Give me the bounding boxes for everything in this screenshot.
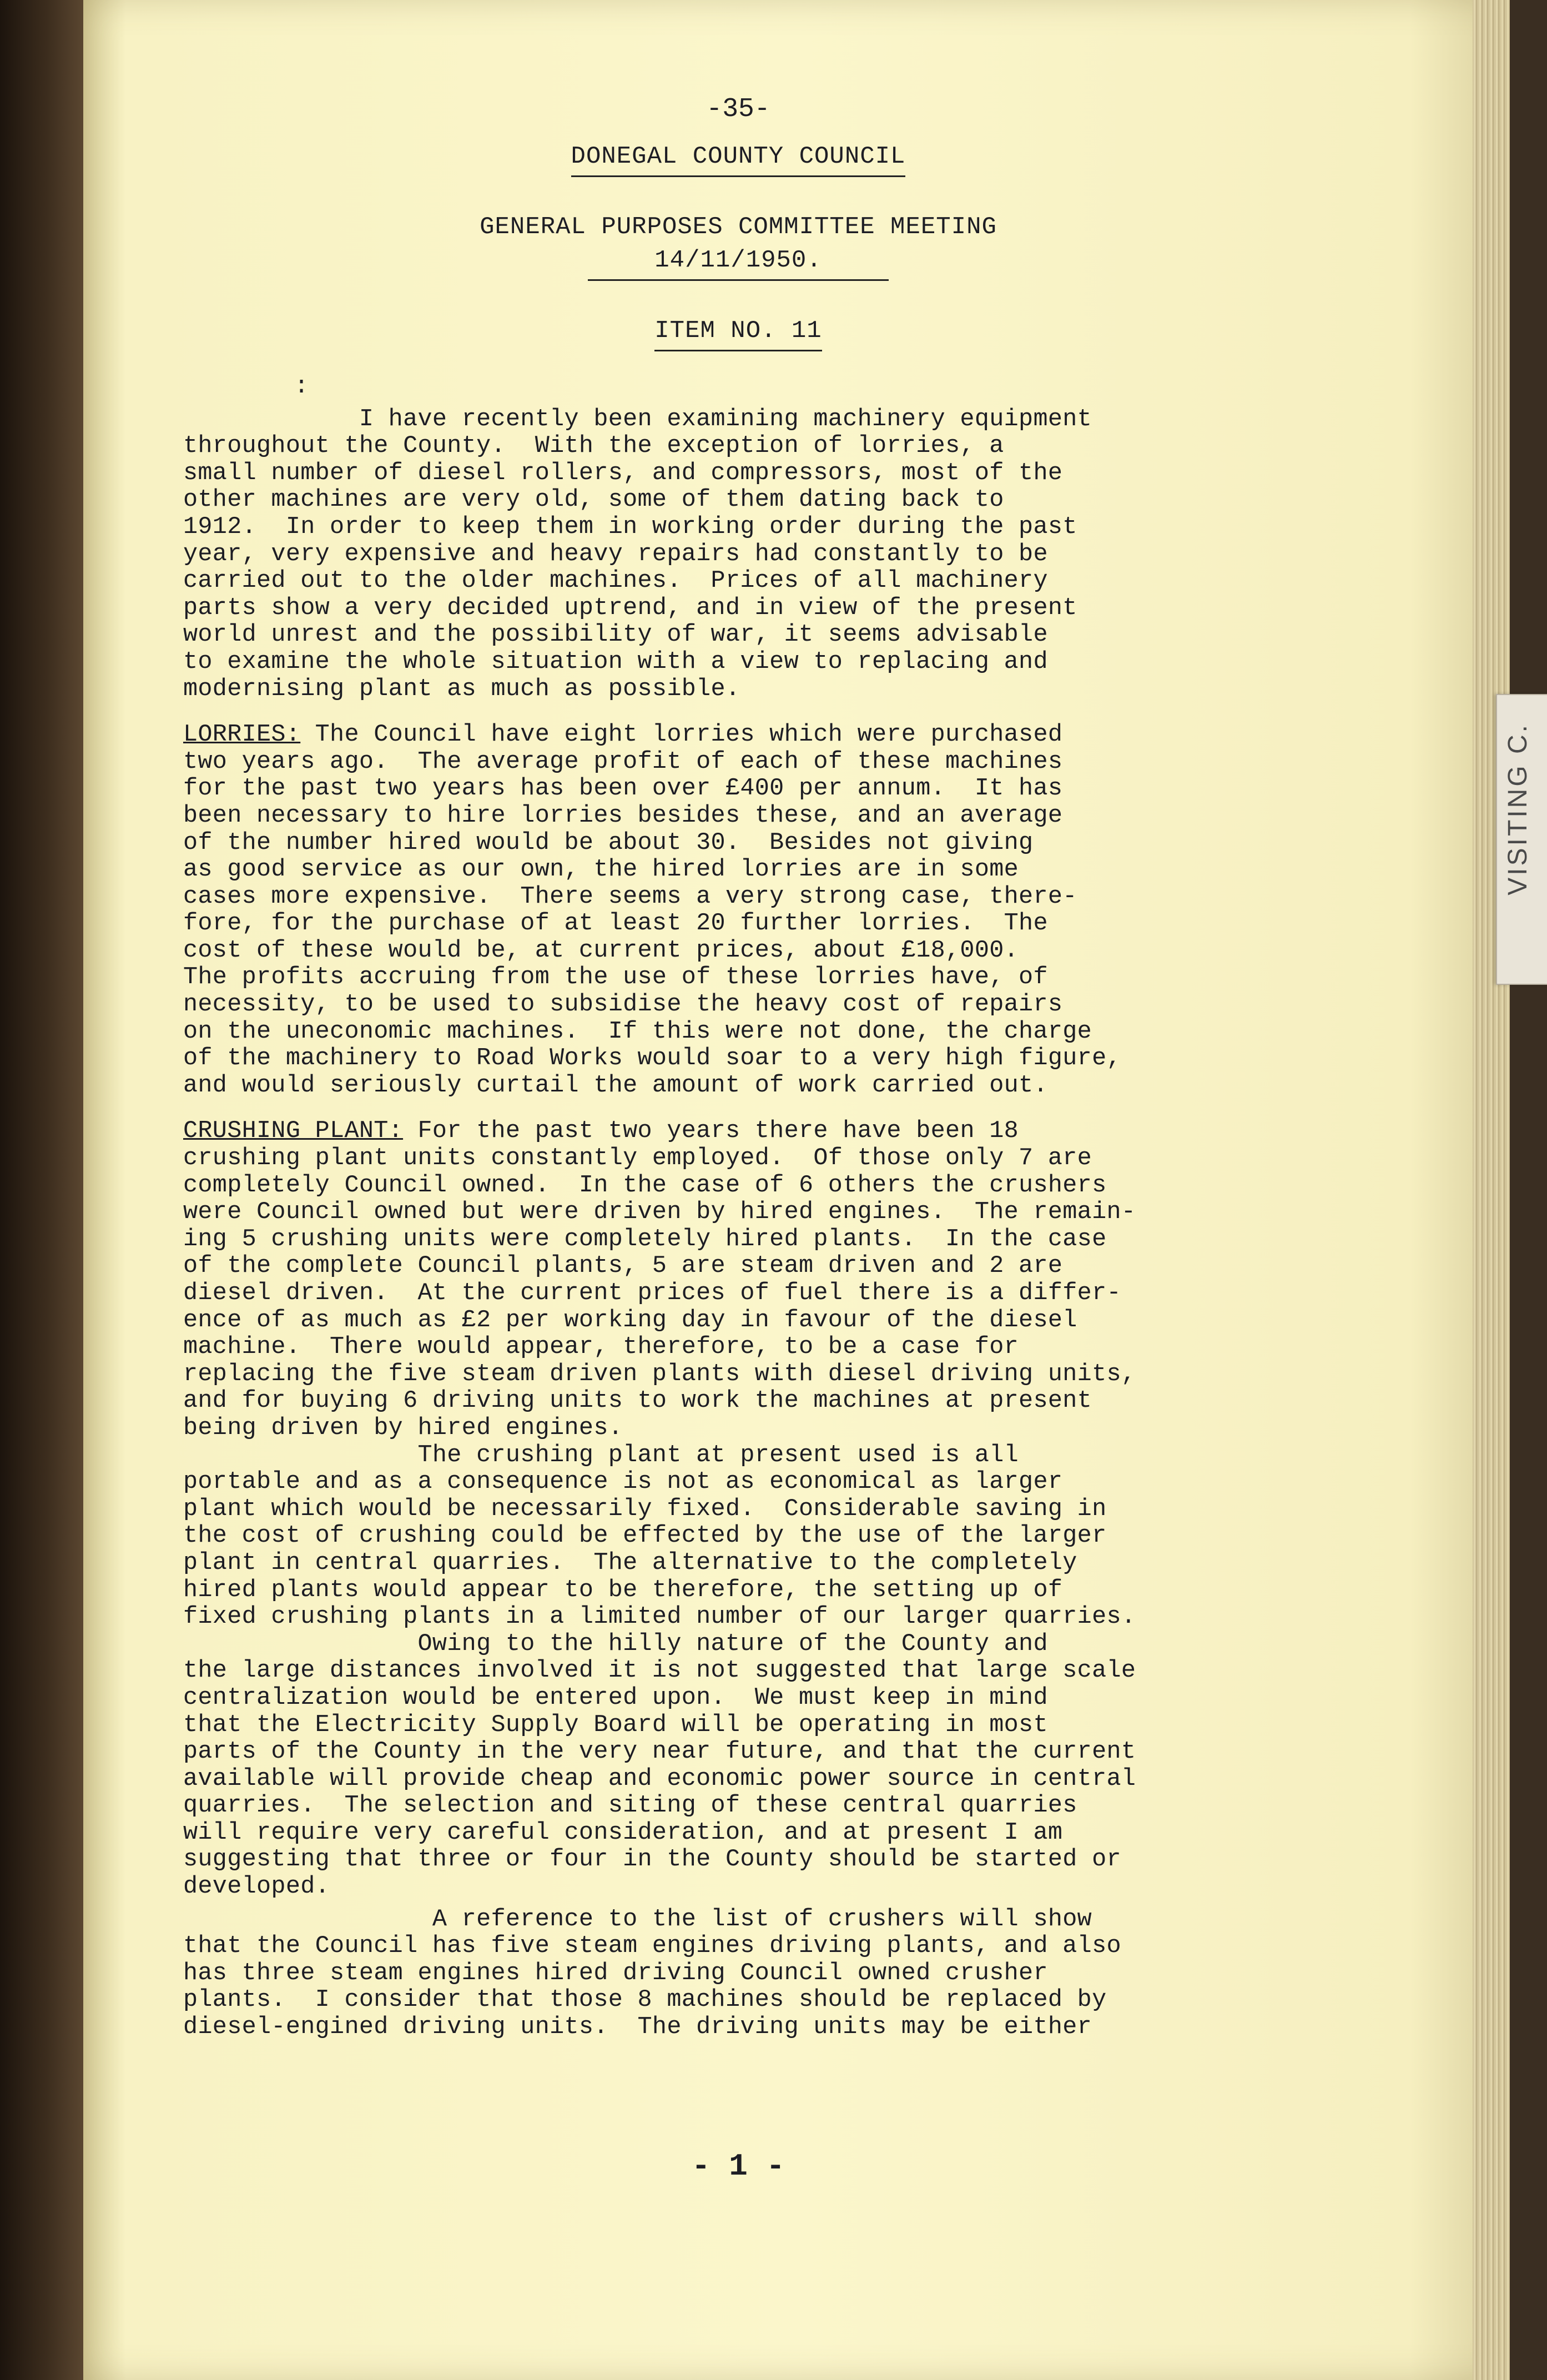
page-edges [1473, 0, 1510, 2380]
council-title: DONEGAL COUNTY COUNCIL [571, 140, 906, 177]
crushing-heading: CRUSHING PLANT: [183, 1118, 404, 1145]
lorries-heading: LORRIES: [183, 721, 301, 749]
hilly-paragraph: Owing to the hilly nature of the County and the large distances involved it is not suggested that large scale centralization would be entered upon. We must keep in mind that the Electricity Supply Board will be operating in most parts of the County in the very near future, and that the current available will provide cheap and economic power source in central quarries. The selection and siting of these central quarries will require very careful consideration, and at present I am suggesting that three or four in the County should be started or developed. [183, 1630, 1136, 1901]
lorries-paragraph [183, 722, 1293, 1099]
portable-paragraph: The crushing plant at present used is all portable and as a consequence is not as economical as larger plant which would be necessarily fixed. Considerable saving in the cost of crushing could be effected by the use of the larger plant in central quarries. The alternative to the completely hired plants would appear to be therefore, the setting up of fixed crushing plants in a limited number of our larger quarries. [183, 1441, 1136, 1631]
crushing-text: For the past two years there have been 18 crushing plant units constantly employed. Of those only 7 are completely Council owned. In the case of 6 others the crushers were Council owned but were driven by hired engines. The remain- ing 5 crushing units were completely hired plants. In the case of the complete Council plants, 5 are steam driven and 2 are diesel driven. At the current prices of fuel there is a differ- ence of as much as £2 per working day in favour of the diesel machine. There would appear, therefore, to be a case for replacing the five steam driven plants with diesel driving units, and for buying 6 driving units to work the machines at present being driven by hired engines. [183, 1118, 1136, 1442]
page-number-top: -35- [706, 94, 770, 124]
item-number: ITEM NO. 11 [654, 314, 822, 351]
crushing-paragraph [183, 1118, 1293, 1442]
index-tab-label: VISITING C. [1503, 723, 1533, 895]
stray-mark: : [294, 373, 309, 400]
book-binding [0, 0, 83, 2380]
document-body [183, 94, 1293, 2184]
meeting-date: 14/11/1950. [588, 244, 888, 281]
index-tab [1496, 694, 1547, 985]
page-number-footer: - 1 - [691, 2148, 785, 2184]
reference-paragraph: A reference to the list of crushers will show that the Council has five steam engines driving plants, and also has three steam engines hired driving Council owned crusher plants. I consider that those 8 machines should be replaced by diesel-engined driving units. The driving units may be either [183, 1905, 1121, 2041]
lorries-text: The Council have eight lorries which were purchased two years ago. The average profit of each of these machines for the past two years has been over £400 per annum. It has been necessary to hire lorries besides these, and an average of the number hired would be about 30. Besides not giving as good service as our own, the hired lorries are in some cases more expensive. There seems a very strong case, there- fore, for the purchase of at least 20 further lorries. The cost of these would be, at current prices, about £18,000. The profits accruing from the use of these lorries have, of necessity, to be used to subsidise the heavy cost of repairs on the uneconomic machines. If this were not done, the charge of the machinery to Road Works would soar to a very high figure, and would seriously curtail the amount of work carried out. [183, 721, 1121, 1099]
intro-paragraph: I have recently been examining machinery equipment throughout the County. With the exception of lorries, a small number of diesel rollers, and compressors, most of the other machines are very old, some of them dating back to 1912. In order to keep them in working order during the past year, very expensive and heavy repairs had constantly to be carried out to the older machines. Prices of all machinery parts show a very decided uptrend, and in view of the present world unrest and the possibility of war, it seems advisable to examine the whole situation with a view to replacing and modernising plant as much as possible. [183, 405, 1092, 703]
meeting-title: GENERAL PURPOSES COMMITTEE MEETING [480, 213, 997, 241]
